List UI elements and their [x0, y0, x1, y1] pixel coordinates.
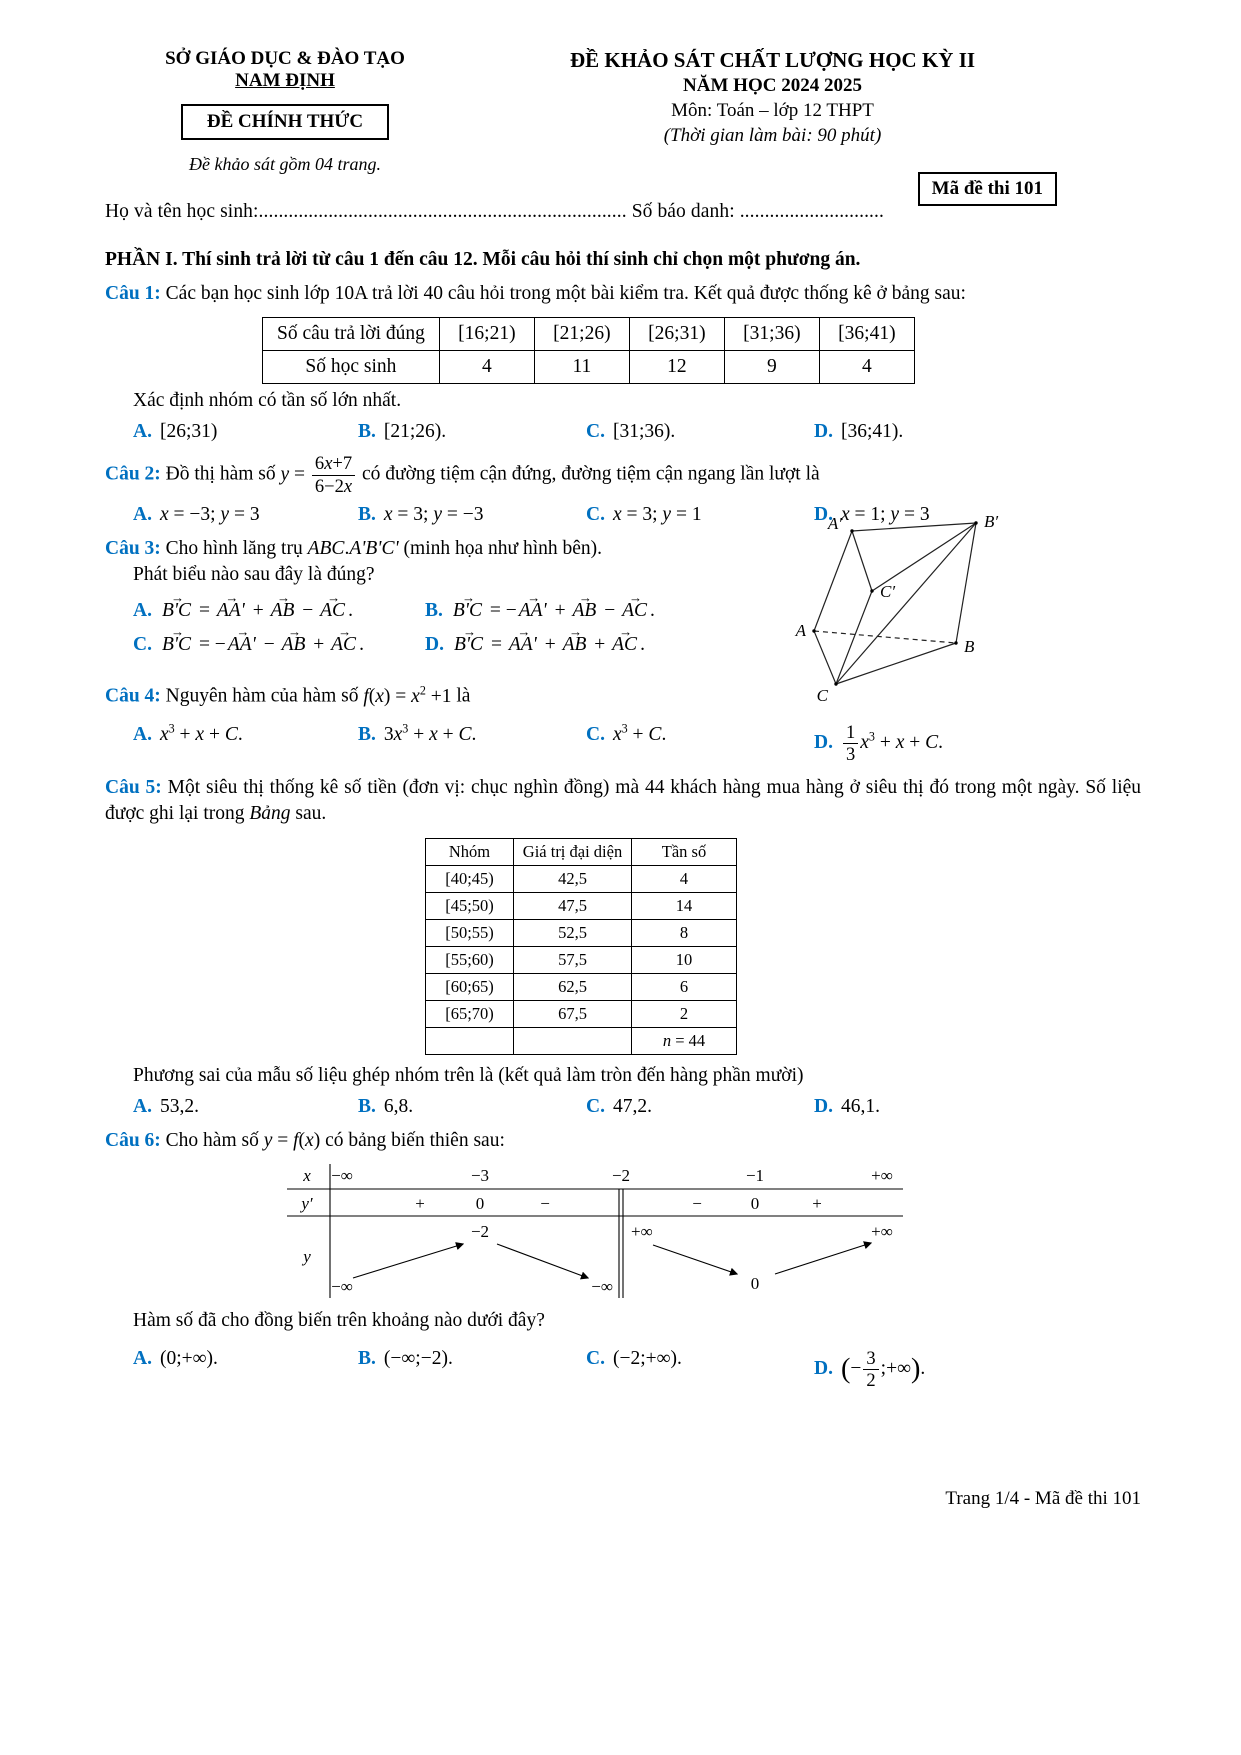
student-name-label: Họ và tên học sinh: — [105, 201, 259, 222]
option-c — [586, 722, 814, 766]
option-letter: B. — [358, 1347, 376, 1369]
cell: 11 — [534, 351, 629, 384]
question-2-options — [105, 504, 1141, 526]
table-row — [263, 318, 915, 351]
bbt-x-label: x — [303, 1165, 311, 1185]
cell: 67,5 — [514, 1000, 632, 1027]
option-letter: A. — [133, 600, 152, 622]
option-c — [133, 622, 425, 656]
bbt-sign: − — [692, 1193, 702, 1213]
question-3-label: Câu 3: — [105, 537, 161, 559]
question-4-formula: $f(x) = x^2 +1$ — [363, 683, 452, 707]
question-6-formula: y = f(x) — [263, 1129, 321, 1151]
pages-note: Đề khảo sát gồm 04 trang. — [189, 154, 381, 174]
bbt-sign: 0 — [475, 1193, 485, 1213]
option-a — [133, 1348, 358, 1392]
table-row — [263, 351, 915, 384]
option-d — [814, 421, 1141, 443]
vertex-label-b-prime: B′ — [984, 515, 999, 531]
student-id-field: ............................. — [739, 201, 884, 222]
bbt-x-value: −∞ — [331, 1165, 353, 1185]
cell: [65;70) — [426, 1000, 514, 1027]
cell: 4 — [819, 351, 914, 384]
bbt-y-value: −∞ — [591, 1276, 613, 1296]
table-row — [426, 892, 737, 919]
cell: [50;55) — [426, 919, 514, 946]
option-value: $x^3 + C$. — [612, 721, 667, 746]
question-1 — [105, 281, 1141, 443]
cell: 14 — [632, 892, 737, 919]
bbt-y-value: +∞ — [871, 1221, 893, 1241]
question-5-prompt: Phương sai của mẫu số liệu ghép nhóm trên là (kết quả làm tròn đến hàng phần mười) — [133, 1064, 804, 1086]
option-letter: A. — [133, 1095, 152, 1117]
option-letter: D. — [814, 421, 833, 443]
exam-code-box: Mã đề thi 101 — [918, 172, 1057, 206]
option-value: → B'C = − → AA' − → AB + → AC . — [160, 634, 364, 655]
table-row — [426, 1000, 737, 1027]
option-c — [586, 504, 814, 526]
vertex-label-a: A — [795, 620, 806, 640]
option-value: x = 1; y = 3 — [840, 503, 930, 525]
q5-grouped-data-table — [425, 838, 737, 1055]
bbt-y-value: −2 — [470, 1221, 490, 1241]
option-value: 46,1. — [840, 1095, 880, 1117]
title-block — [470, 48, 1075, 175]
option-b — [358, 722, 586, 766]
student-name-field: .......................................................................... — [258, 201, 627, 222]
question-4-text2: là — [456, 685, 471, 707]
table-row — [426, 865, 737, 892]
vertex-label-c: C — [816, 685, 828, 705]
bbt-x-value: −3 — [470, 1165, 490, 1185]
question-2-text2: có đường tiệm cận đứng, đường tiệm cận ngang lần lượt là — [361, 463, 820, 485]
issuer-block — [105, 48, 465, 175]
variation-table-svg — [285, 1162, 905, 1300]
column-header: Giá trị đại diện — [514, 838, 632, 865]
option-value: 47,2. — [612, 1095, 652, 1117]
cell: [16;21) — [439, 318, 534, 351]
option-c — [586, 1096, 814, 1118]
option-value: $3x^3 + x + C$. — [383, 721, 477, 746]
vertex-label-c-prime: C′ — [880, 581, 896, 601]
option-letter: B. — [358, 503, 376, 525]
question-1-text: Các bạn học sinh lớp 10A trả lời 40 câu hỏi trong một bài kiểm tra. Kết quả được thống kê ở bảng sau: — [165, 283, 966, 304]
bbt-y-label: y — [303, 1246, 311, 1266]
bbt-y-value: +∞ — [631, 1221, 653, 1241]
option-value: (−∞;−2). — [383, 1347, 453, 1369]
option-letter: C. — [133, 634, 152, 656]
option-b — [358, 1348, 586, 1392]
question-5-text2: sau. — [295, 803, 327, 825]
question-3-text1: Cho hình lăng trụ — [165, 537, 303, 559]
variation-table — [285, 1162, 1141, 1306]
question-6-options — [105, 1348, 1141, 1392]
page-footer: Trang 1/4 - Mã đề thi 101 — [945, 1488, 1141, 1509]
option-a — [133, 504, 358, 526]
bbt-x-value: −1 — [745, 1165, 765, 1185]
question-4-options — [105, 722, 1141, 766]
bbt-y-value: 0 — [750, 1273, 760, 1293]
question-6-text2: có bảng biến thiên sau: — [325, 1129, 505, 1151]
question-2-formula: y = $\frac{6x+7}{6-2x}$ — [281, 464, 358, 485]
cell: [36;41) — [819, 318, 914, 351]
question-6-label: Câu 6: — [105, 1129, 161, 1151]
option-letter: C. — [586, 1347, 605, 1369]
subject-line: Môn: Toán – lớp 12 THPT — [671, 100, 874, 121]
exam-title: ĐỀ KHẢO SÁT CHẤT LƯỢNG HỌC KỲ II — [569, 48, 976, 72]
option-d — [425, 622, 785, 656]
bbt-sign: − — [540, 1193, 550, 1213]
question-6-text1: Cho hàm số — [165, 1129, 259, 1151]
cell: [31;36) — [724, 318, 819, 351]
cell: n = 44 — [632, 1027, 737, 1054]
question-3-prompt: Phát biểu nào sau đây là đúng? — [133, 563, 375, 585]
option-value: [21;26). — [383, 421, 447, 443]
option-value: x = 3; y = −3 — [383, 503, 484, 525]
option-letter: C. — [586, 503, 605, 525]
option-letter: B. — [425, 600, 443, 622]
cell: 4 — [439, 351, 534, 384]
bbt-y-value: −∞ — [331, 1276, 353, 1296]
cell: 52,5 — [514, 919, 632, 946]
option-b — [358, 1096, 586, 1118]
option-value: $\frac{1}{3}$ $x^3 + x + C$. — [841, 732, 943, 753]
option-letter: B. — [358, 1095, 376, 1117]
cell: 62,5 — [514, 973, 632, 1000]
option-value: $x^3 + x + C$. — [159, 721, 243, 746]
row-header: Số học sinh — [263, 351, 440, 384]
issuer-line1: SỞ GIÁO DỤC & ĐÀO TẠO — [165, 48, 405, 69]
vertex-label-b: B — [964, 636, 975, 656]
table-row — [426, 946, 737, 973]
option-letter: A. — [133, 503, 152, 525]
cell: 8 — [632, 919, 737, 946]
bbt-sign: + — [812, 1193, 822, 1213]
row-header: Số câu trả lời đúng — [263, 318, 440, 351]
option-letter: C. — [586, 421, 605, 443]
table-row — [426, 1027, 737, 1054]
option-letter: A. — [133, 421, 152, 443]
option-c — [586, 421, 814, 443]
official-exam-box: ĐỀ CHÍNH THỨC — [181, 104, 389, 140]
option-a — [133, 588, 425, 622]
question-3-formula: ABC.A'B'C' — [307, 537, 399, 559]
option-value: x = −3; y = 3 — [159, 503, 260, 525]
option-value: → B'C = → AA' + → AB + → AC . — [452, 634, 645, 655]
option-letter: D. — [425, 634, 444, 656]
cell: 10 — [632, 946, 737, 973]
option-a — [133, 722, 358, 766]
column-header: Nhóm — [426, 838, 514, 865]
option-letter: B. — [358, 421, 376, 443]
prism-svg — [794, 516, 1029, 711]
question-4-text1: Nguyên hàm của hàm số — [165, 685, 359, 707]
option-letter: B. — [358, 724, 376, 746]
question-6-prompt: Hàm số đã cho đồng biến trên khoảng nào dưới đây? — [133, 1309, 545, 1331]
cell: [40;45) — [426, 865, 514, 892]
option-letter: A. — [133, 724, 152, 746]
cell: 6 — [632, 973, 737, 1000]
cell: [55;60) — [426, 946, 514, 973]
question-2-text1: Đồ thị hàm số — [165, 463, 276, 485]
student-id-label: Số báo danh: — [631, 201, 735, 222]
question-1-prompt: Xác định nhóm có tần số lớn nhất. — [133, 390, 402, 412]
part1-heading: PHẦN I. Thí sinh trả lời từ câu 1 đến câu 12. Mỗi câu hỏi thí sinh chỉ chọn một phương án. — [105, 249, 861, 270]
option-d — [814, 722, 1141, 766]
option-letter: D. — [814, 1358, 833, 1380]
option-value: (0;+∞). — [159, 1347, 218, 1369]
bbt-x-value: −2 — [611, 1165, 631, 1185]
option-value: → B'C = − → AA' + → AB − → AC . — [451, 600, 655, 621]
option-value: → B'C = → AA' + → AB − → AC . — [160, 600, 353, 621]
q1-frequency-table — [262, 317, 915, 384]
option-value: 6,8. — [383, 1095, 414, 1117]
option-b — [425, 588, 785, 622]
option-letter: A. — [133, 1347, 152, 1369]
option-d — [814, 1096, 1141, 1118]
option-letter: D. — [814, 503, 833, 525]
question-2-label: Câu 2: — [105, 463, 161, 485]
column-header: Tần số — [632, 838, 737, 865]
question-3-text2: (minh họa như hình bên). — [403, 537, 603, 559]
cell: [21;26) — [534, 318, 629, 351]
vertex-label-a-prime: A′ — [827, 515, 842, 533]
question-5-text-italic: Bảng — [249, 803, 291, 825]
table-row — [426, 919, 737, 946]
option-d — [814, 1348, 1141, 1392]
cell: [45;50) — [426, 892, 514, 919]
cell: 2 — [632, 1000, 737, 1027]
option-value: [36;41). — [840, 421, 904, 443]
duration-line: (Thời gian làm bài: 90 phút) — [663, 125, 882, 146]
option-b — [358, 421, 586, 443]
question-3-options — [105, 588, 785, 656]
cell: [60;65) — [426, 973, 514, 1000]
option-value: 53,2. — [159, 1095, 199, 1117]
option-value: [31;36). — [612, 421, 676, 443]
option-letter: D. — [814, 1095, 833, 1117]
option-c — [586, 1348, 814, 1392]
option-value: [26;31) — [159, 421, 218, 443]
cell: 9 — [724, 351, 819, 384]
question-5-label: Câu 5: — [105, 777, 162, 799]
bbt-sign: + — [415, 1193, 425, 1213]
school-year: NĂM HỌC 2024 2025 — [683, 75, 862, 96]
option-a — [133, 421, 358, 443]
question-1-options — [105, 421, 1141, 443]
option-d — [814, 504, 1141, 526]
cell: 4 — [632, 865, 737, 892]
bbt-x-value: +∞ — [871, 1165, 893, 1185]
bbt-yprime-label: y′ — [301, 1193, 313, 1213]
cell: 42,5 — [514, 865, 632, 892]
prism-figure — [794, 516, 1029, 717]
cell: [26;31) — [629, 318, 724, 351]
option-value: x = 3; y = 1 — [612, 503, 702, 525]
option-letter: C. — [586, 724, 605, 746]
question-6 — [105, 1128, 1141, 1392]
question-5-text1: Một siêu thị thống kê số tiền (đơn vị: chục nghìn đồng) mà 44 khách hàng mua hàng ở siêu thị đó trong một ngày. Số liệu được ghi lại trong — [105, 777, 1142, 825]
question-2 — [105, 453, 1141, 526]
question-5 — [105, 775, 1141, 1117]
option-a — [133, 1096, 358, 1118]
issuer-line2: NAM ĐỊNH — [235, 70, 335, 91]
cell: 47,5 — [514, 892, 632, 919]
table-header-row — [426, 838, 737, 865]
option-b — [358, 504, 586, 526]
question-5-options — [105, 1096, 1141, 1118]
cell: 57,5 — [514, 946, 632, 973]
cell — [514, 1027, 632, 1054]
bbt-sign: 0 — [750, 1193, 760, 1213]
cell: 12 — [629, 351, 724, 384]
exam-header — [105, 48, 1141, 199]
question-1-label: Câu 1: — [105, 283, 161, 304]
table-row — [426, 973, 737, 1000]
option-value: (− $\frac{3}{2}$ ;+∞). — [840, 1347, 926, 1392]
question-4-label: Câu 4: — [105, 685, 161, 707]
option-value: (−2;+∞). — [612, 1347, 682, 1369]
cell — [426, 1027, 514, 1054]
option-letter: D. — [814, 731, 833, 753]
option-letter: C. — [586, 1095, 605, 1117]
